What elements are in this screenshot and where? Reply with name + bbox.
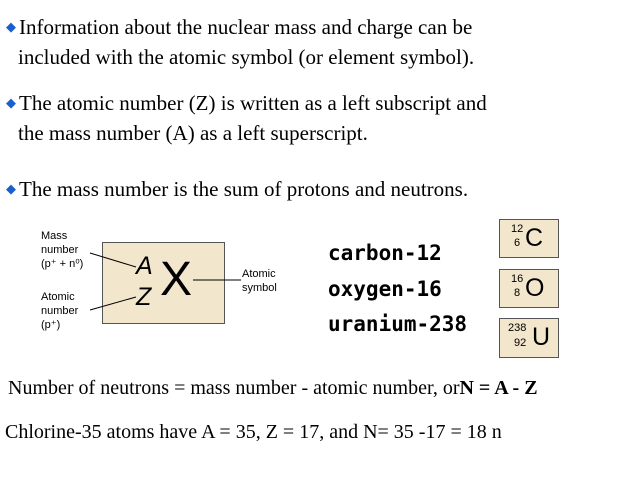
chlorine-example: Chlorine-35 atoms have A = 35, Z = 17, and N= 35 -17 = 18 n <box>5 421 502 443</box>
isotope-name-oxygen: oxygen-16 <box>328 277 442 301</box>
bullet-icon: ◆ <box>6 20 16 35</box>
isotope-box-uranium: 238 92 U <box>499 318 559 358</box>
bullet-text: Information about the nuclear mass and charge can be <box>19 15 473 39</box>
bullet-text: included with the atomic symbol (or element symbol). <box>18 45 475 69</box>
bullet-icon: ◆ <box>6 96 16 111</box>
neutron-formula: N = A - Z <box>459 377 538 399</box>
bullet-text: The atomic number (Z) is written as a left subscript and <box>19 91 487 115</box>
atomic-number-symbol: Z <box>136 283 152 311</box>
isotope-name-uranium: uranium-238 <box>328 312 468 336</box>
neutron-rule: Number of neutrons = mass number - atomic number, orN = A - Z <box>8 377 538 399</box>
mass-number-symbol: A <box>136 252 153 280</box>
isotope-box-carbon: 12 6 C <box>499 219 559 258</box>
element-symbol: X <box>160 253 193 306</box>
bullet-text: the mass number (A) as a left superscript. <box>18 121 368 145</box>
isotope-name-carbon: carbon-12 <box>328 241 442 265</box>
bullet-text: The mass number is the sum of protons and neutrons. <box>19 177 469 201</box>
isotope-box-oxygen: 16 8 O <box>499 269 559 308</box>
atomic-number-label: Atomic number (p⁺) <box>41 291 79 331</box>
atomic-symbol-label: Atomic symbol <box>242 268 277 294</box>
bullet-icon: ◆ <box>6 182 16 197</box>
mass-number-label: Mass number (p⁺ + n⁰) <box>41 230 84 270</box>
